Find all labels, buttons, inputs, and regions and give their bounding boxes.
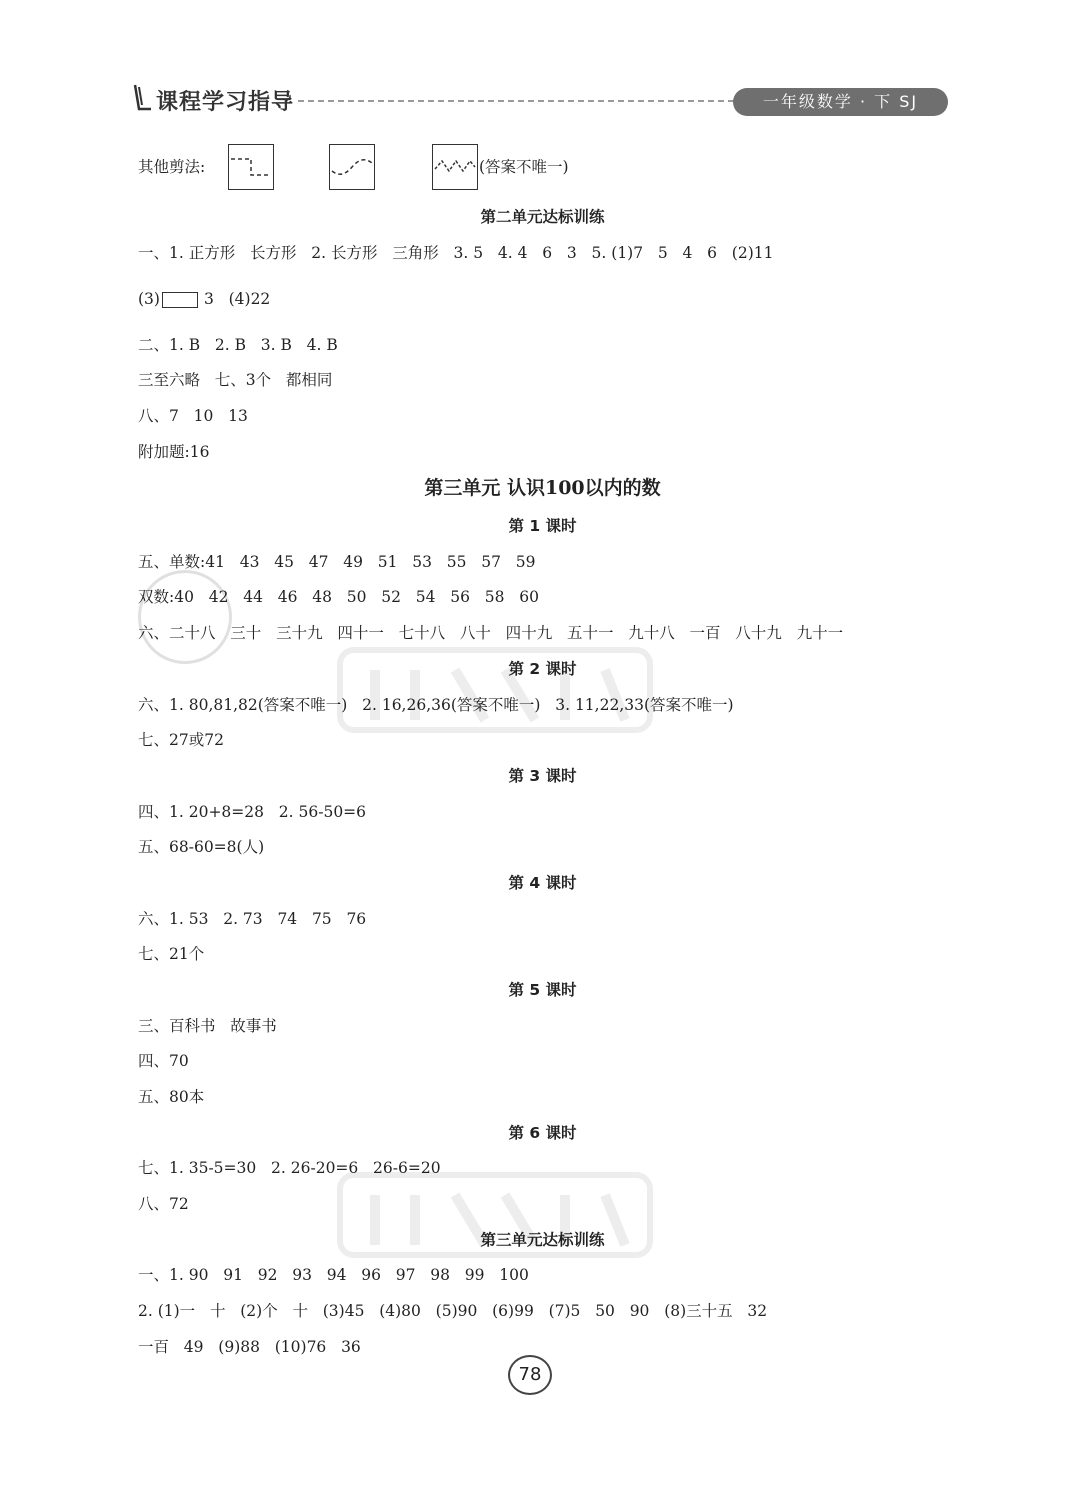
u3-line-b: 2. (1)一 十 (2)个 十 (3)45 (4)80 (5)90 (6)99 (7)5 50 90 (8)三十五 32 (138, 1302, 768, 1320)
unit3-test-title: 第三单元达标训练 (480, 1231, 605, 1249)
watermark-graphic-2 (335, 1165, 655, 1265)
u3-line-a: 一、1. 90 91 92 93 94 96 97 98 99 100 (138, 1266, 529, 1284)
u2-line-1a: 一、1. 正方形 长方形 2. 长方形 三角形 3. 5 4. 4 6 3 5. (1)7 5 4 6 (2)11 (138, 244, 774, 262)
l4-line-a: 六、1. 53 2. 73 74 75 76 (138, 910, 367, 928)
cut-shape-curve (329, 144, 375, 190)
watermark-graphic-1 (335, 640, 655, 740)
curve-cut-icon (330, 145, 374, 189)
u2-line-2: 二、1. B 2. B 3. B 4. B (138, 336, 338, 354)
l6-line-a: 七、1. 35-5=30 2. 26-20=6 26-6=20 (138, 1159, 441, 1177)
l3-line-a: 四、1. 20+8=28 2. 56-50=6 (138, 803, 367, 821)
cut-shape-wave (432, 144, 478, 190)
l1-line-a: 五、单数:41 43 45 47 49 51 53 55 57 59 (138, 553, 536, 571)
lesson1-title: 第 1 课时 (508, 517, 577, 535)
l3-line-b: 五、68-60=8(人) (138, 838, 265, 856)
header-divider (298, 100, 734, 102)
rectangle-shape-icon (162, 292, 198, 308)
cut-shape-step (228, 144, 274, 190)
unit3-title: 第三单元 认识100以内的数 (424, 477, 661, 499)
page-number: 78 (508, 1355, 552, 1395)
brand-title: 课程学习指导 (156, 90, 295, 115)
l2-line-a: 六、1. 80,81,82(答案不唯一) 2. 16,26,36(答案不唯一) 3. 11,22,33(答案不唯一) (138, 696, 734, 714)
l2-line-b: 七、27或72 (138, 731, 224, 749)
lesson4-title: 第 4 课时 (508, 874, 577, 892)
u2-extra: 附加题:16 (138, 443, 210, 461)
unit2-title: 第二单元达标训练 (480, 208, 605, 226)
other-cut-label: 其他剪法: (138, 158, 206, 176)
u2-line-1b (138, 288, 270, 310)
step-cut-icon (229, 145, 273, 189)
l1-line-b: 双数:40 42 44 46 48 50 52 54 56 58 60 (138, 588, 539, 606)
lesson3-title: 第 3 课时 (508, 767, 577, 785)
watermark-stamp (138, 570, 232, 664)
u2-1b-suffix: 3 (4)22 (203, 290, 271, 308)
book-logo-icon (133, 83, 153, 113)
u2-line-8: 八、7 10 13 (138, 407, 248, 425)
l5-line-b: 四、70 (138, 1052, 189, 1070)
lesson5-title: 第 5 课时 (508, 981, 577, 999)
l1-line-c: 六、二十八 三十 三十九 四十一 七十八 八十 四十九 五十一 九十八 一百 八十九 九十一 (138, 624, 844, 642)
lesson6-title: 第 6 课时 (508, 1124, 577, 1142)
u2-line-3: 三至六略 七、3个 都相同 (138, 371, 333, 389)
page-header (0, 0, 1085, 140)
grade-badge: 一年级数学 · 下 SJ (733, 88, 948, 116)
u3-line-c: 一百 49 (9)88 (10)76 36 (138, 1338, 361, 1356)
u2-1b-prefix: (3) (138, 290, 160, 308)
l4-line-b: 七、21个 (138, 945, 205, 963)
other-cut-note: (答案不唯一) (479, 158, 569, 176)
l5-line-c: 五、80本 (138, 1088, 205, 1106)
l5-line-a: 三、百科书 故事书 (138, 1017, 277, 1035)
lesson2-title: 第 2 课时 (508, 660, 577, 678)
l6-line-b: 八、72 (138, 1195, 189, 1213)
wave-cut-icon (433, 145, 477, 189)
